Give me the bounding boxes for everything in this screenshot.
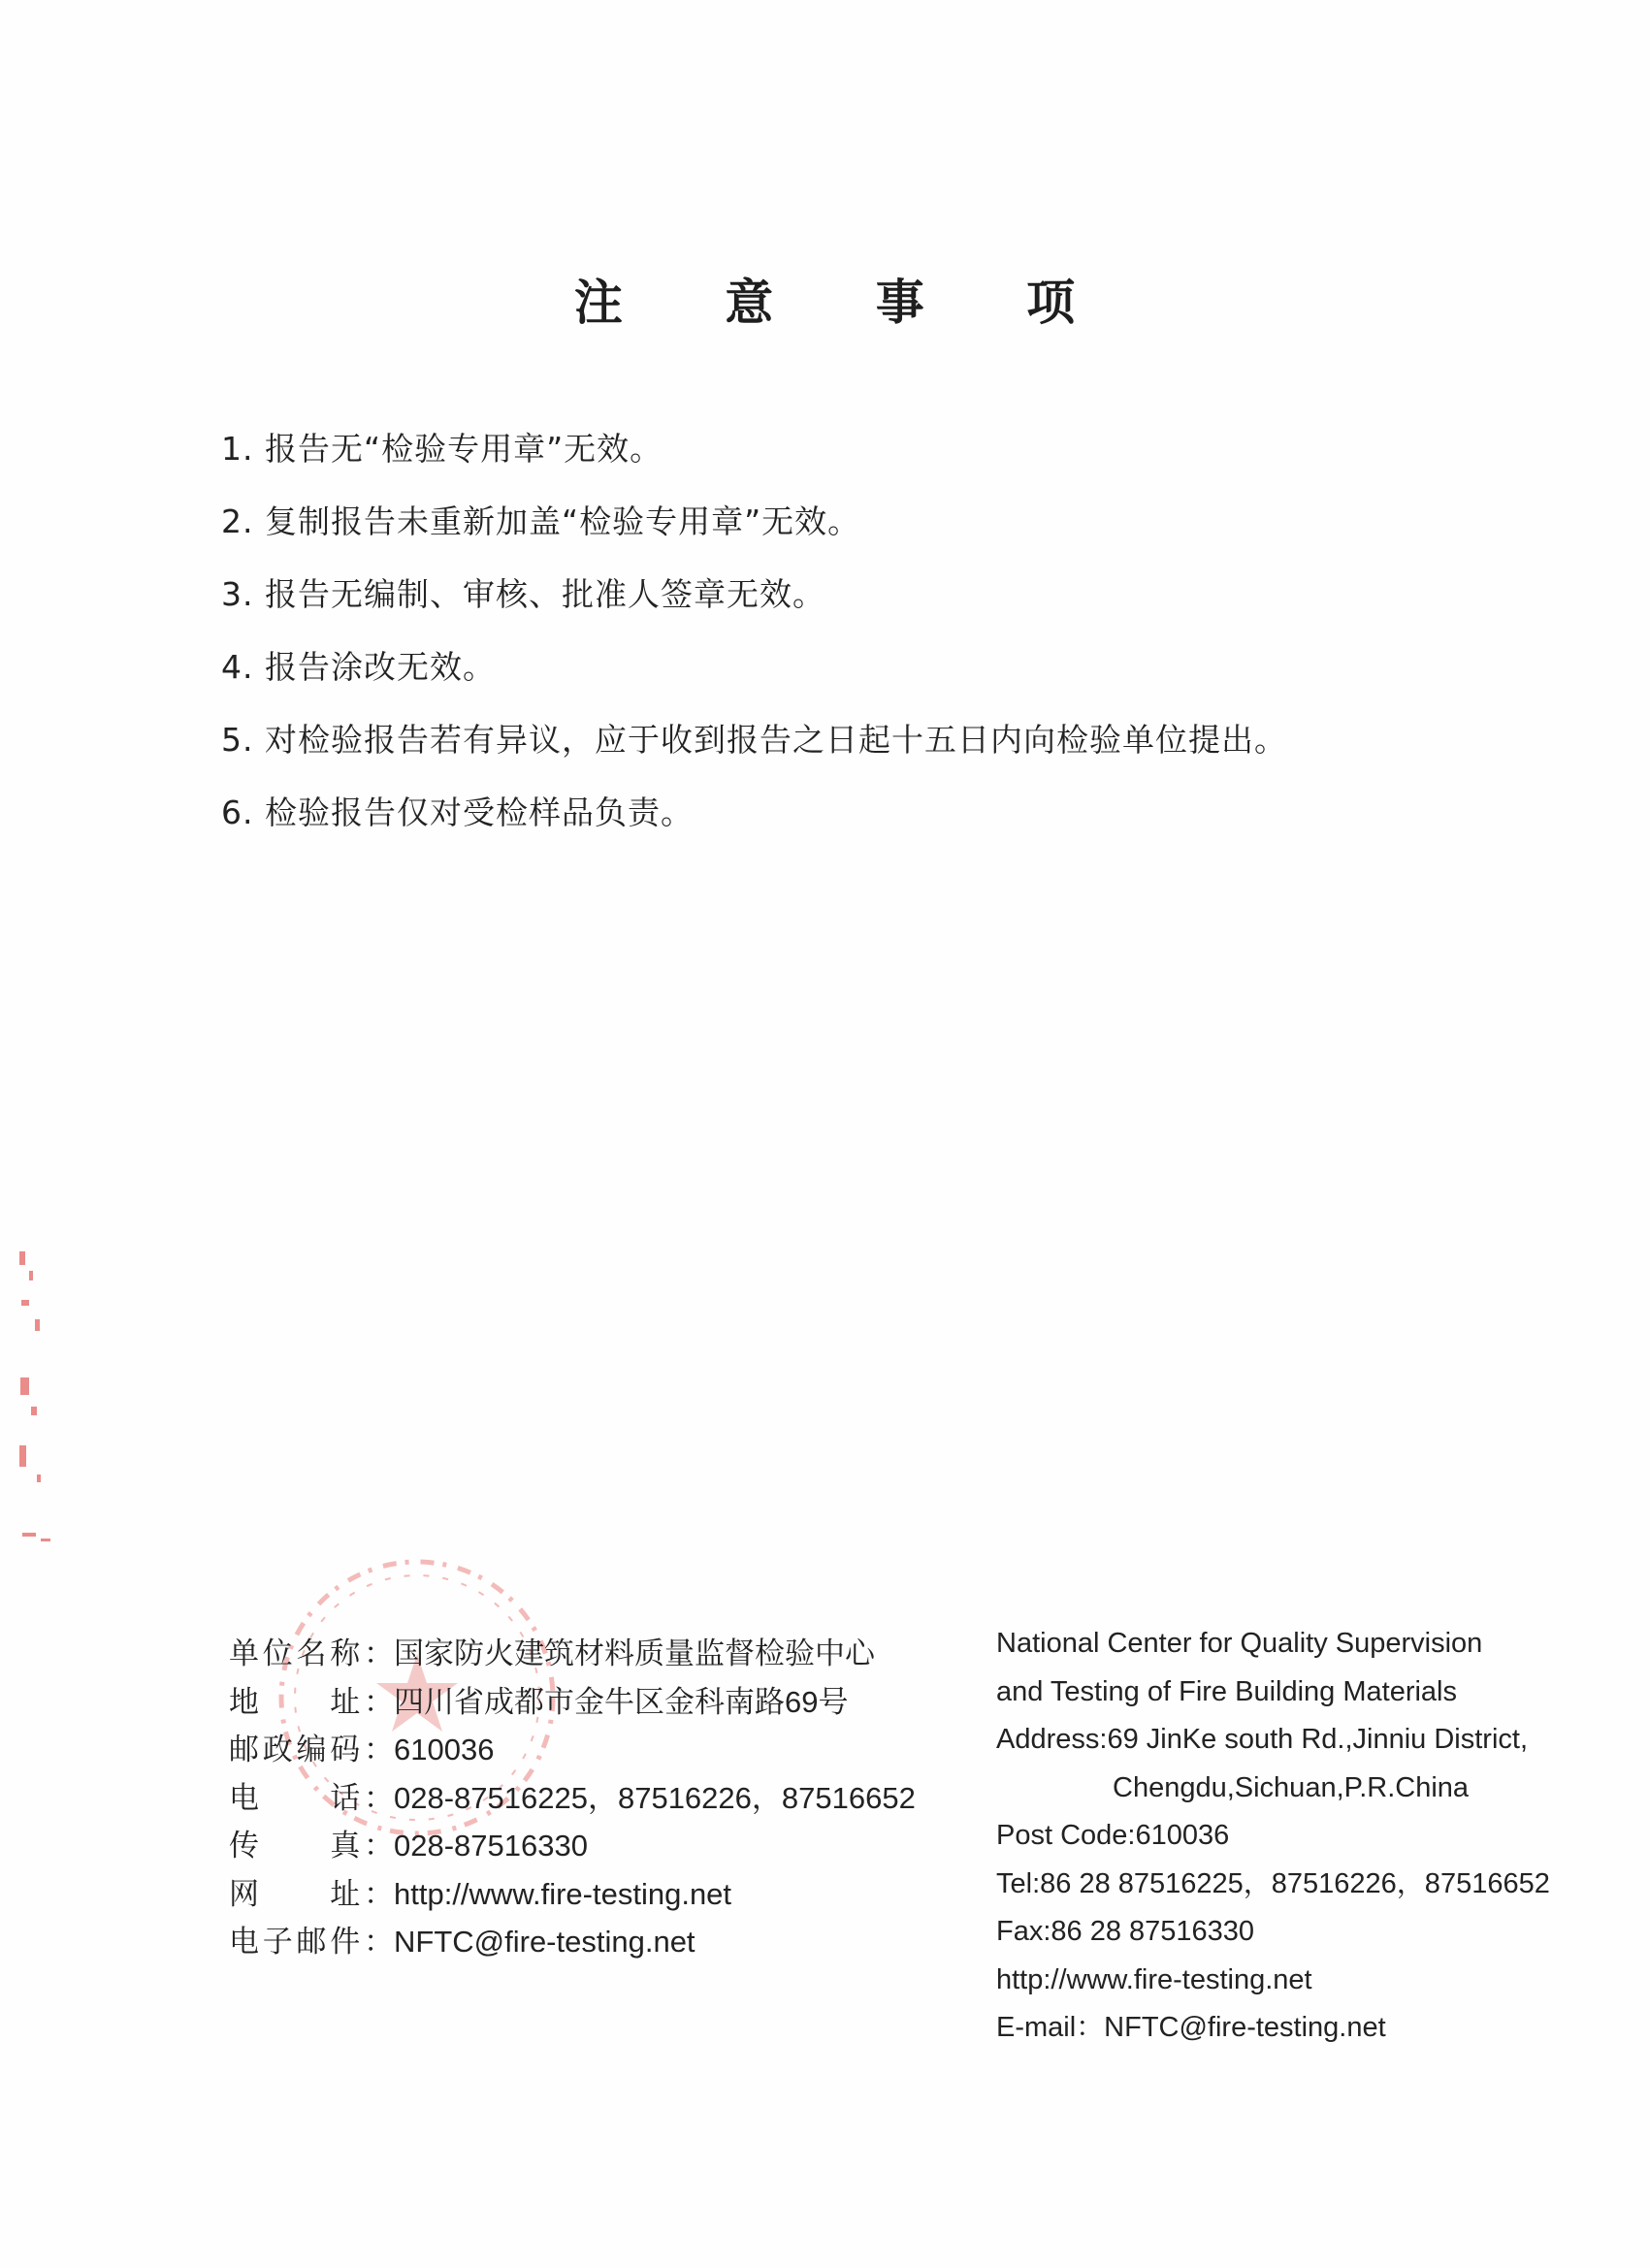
contact-info-english <box>996 1620 1550 2053</box>
contact-row-postcode <box>229 1726 916 1774</box>
web-link-en[interactable]: http://www.fire-testing.net <box>996 1963 1312 1995</box>
postcode-label: 邮政编码： <box>229 1733 394 1767</box>
unit-value: 国家防火建筑材料质量监督检验中心 <box>394 1636 875 1670</box>
address-label: 地 址： <box>229 1684 394 1720</box>
contact-row-fax <box>229 1822 916 1870</box>
notice-item: 4. 报告涂改无效。 <box>221 648 496 686</box>
postcode-value: 610036 <box>394 1733 495 1766</box>
notice-item: 2. 复制报告未重新加盖“检验专用章”无效。 <box>221 502 861 540</box>
post-code: Post Code:610036 <box>996 1820 1230 1851</box>
contact-row-address <box>229 1678 916 1727</box>
email-link[interactable]: NFTC@fire-testing.net <box>394 1925 695 1959</box>
contact-info-chinese <box>229 1630 916 1966</box>
org-name-line2: and Testing of Fire Building Materials <box>996 1675 1457 1707</box>
phone-label: 电 话： <box>229 1780 394 1816</box>
web-link[interactable]: http://www.fire-testing.net <box>394 1876 732 1911</box>
contact-row-unit <box>229 1630 916 1678</box>
org-name-line1: National Center for Quality Supervision <box>996 1628 1483 1659</box>
tel: Tel:86 28 87516225，87516226，87516652 <box>996 1867 1550 1899</box>
phone-value: 028-87516225，87516226，87516652 <box>394 1780 916 1815</box>
notice-item: 5. 对检验报告若有异议，应于收到报告之日起十五日内向检验单位提出。 <box>221 721 1287 759</box>
notice-item: 1. 报告无“检验专用章”无效。 <box>221 430 663 468</box>
email-label: 电子邮件： <box>229 1925 394 1960</box>
notice-list <box>221 412 1287 849</box>
notice-item: 6. 检验报告仅对受检样品负责。 <box>221 794 694 831</box>
contact-row-web <box>229 1870 916 1919</box>
email-en[interactable]: E-mail：NFTC@fire-testing.net <box>996 2012 1386 2043</box>
contact-row-phone <box>229 1774 916 1823</box>
fax-value: 028-87516330 <box>394 1829 588 1863</box>
notice-item: 3. 报告无编制、审核、批准人签章无效。 <box>221 575 825 613</box>
contact-row-email <box>229 1918 916 1966</box>
address-line2: Chengdu,Sichuan,P.R.China <box>1113 1771 1470 1803</box>
address-value: 四川省成都市金牛区金科南路69号 <box>394 1684 849 1719</box>
fax-label: 传 真： <box>229 1829 394 1863</box>
address-line1: Address:69 JinKe south Rd.,Jinniu District, <box>996 1724 1529 1755</box>
unit-label: 单位名称： <box>229 1636 394 1671</box>
fax: Fax:86 28 87516330 <box>996 1916 1255 1947</box>
page-title: 注 意 事 项 <box>573 274 1118 331</box>
web-label: 网 址： <box>229 1876 394 1912</box>
edge-seal-fragment <box>17 1242 66 1571</box>
